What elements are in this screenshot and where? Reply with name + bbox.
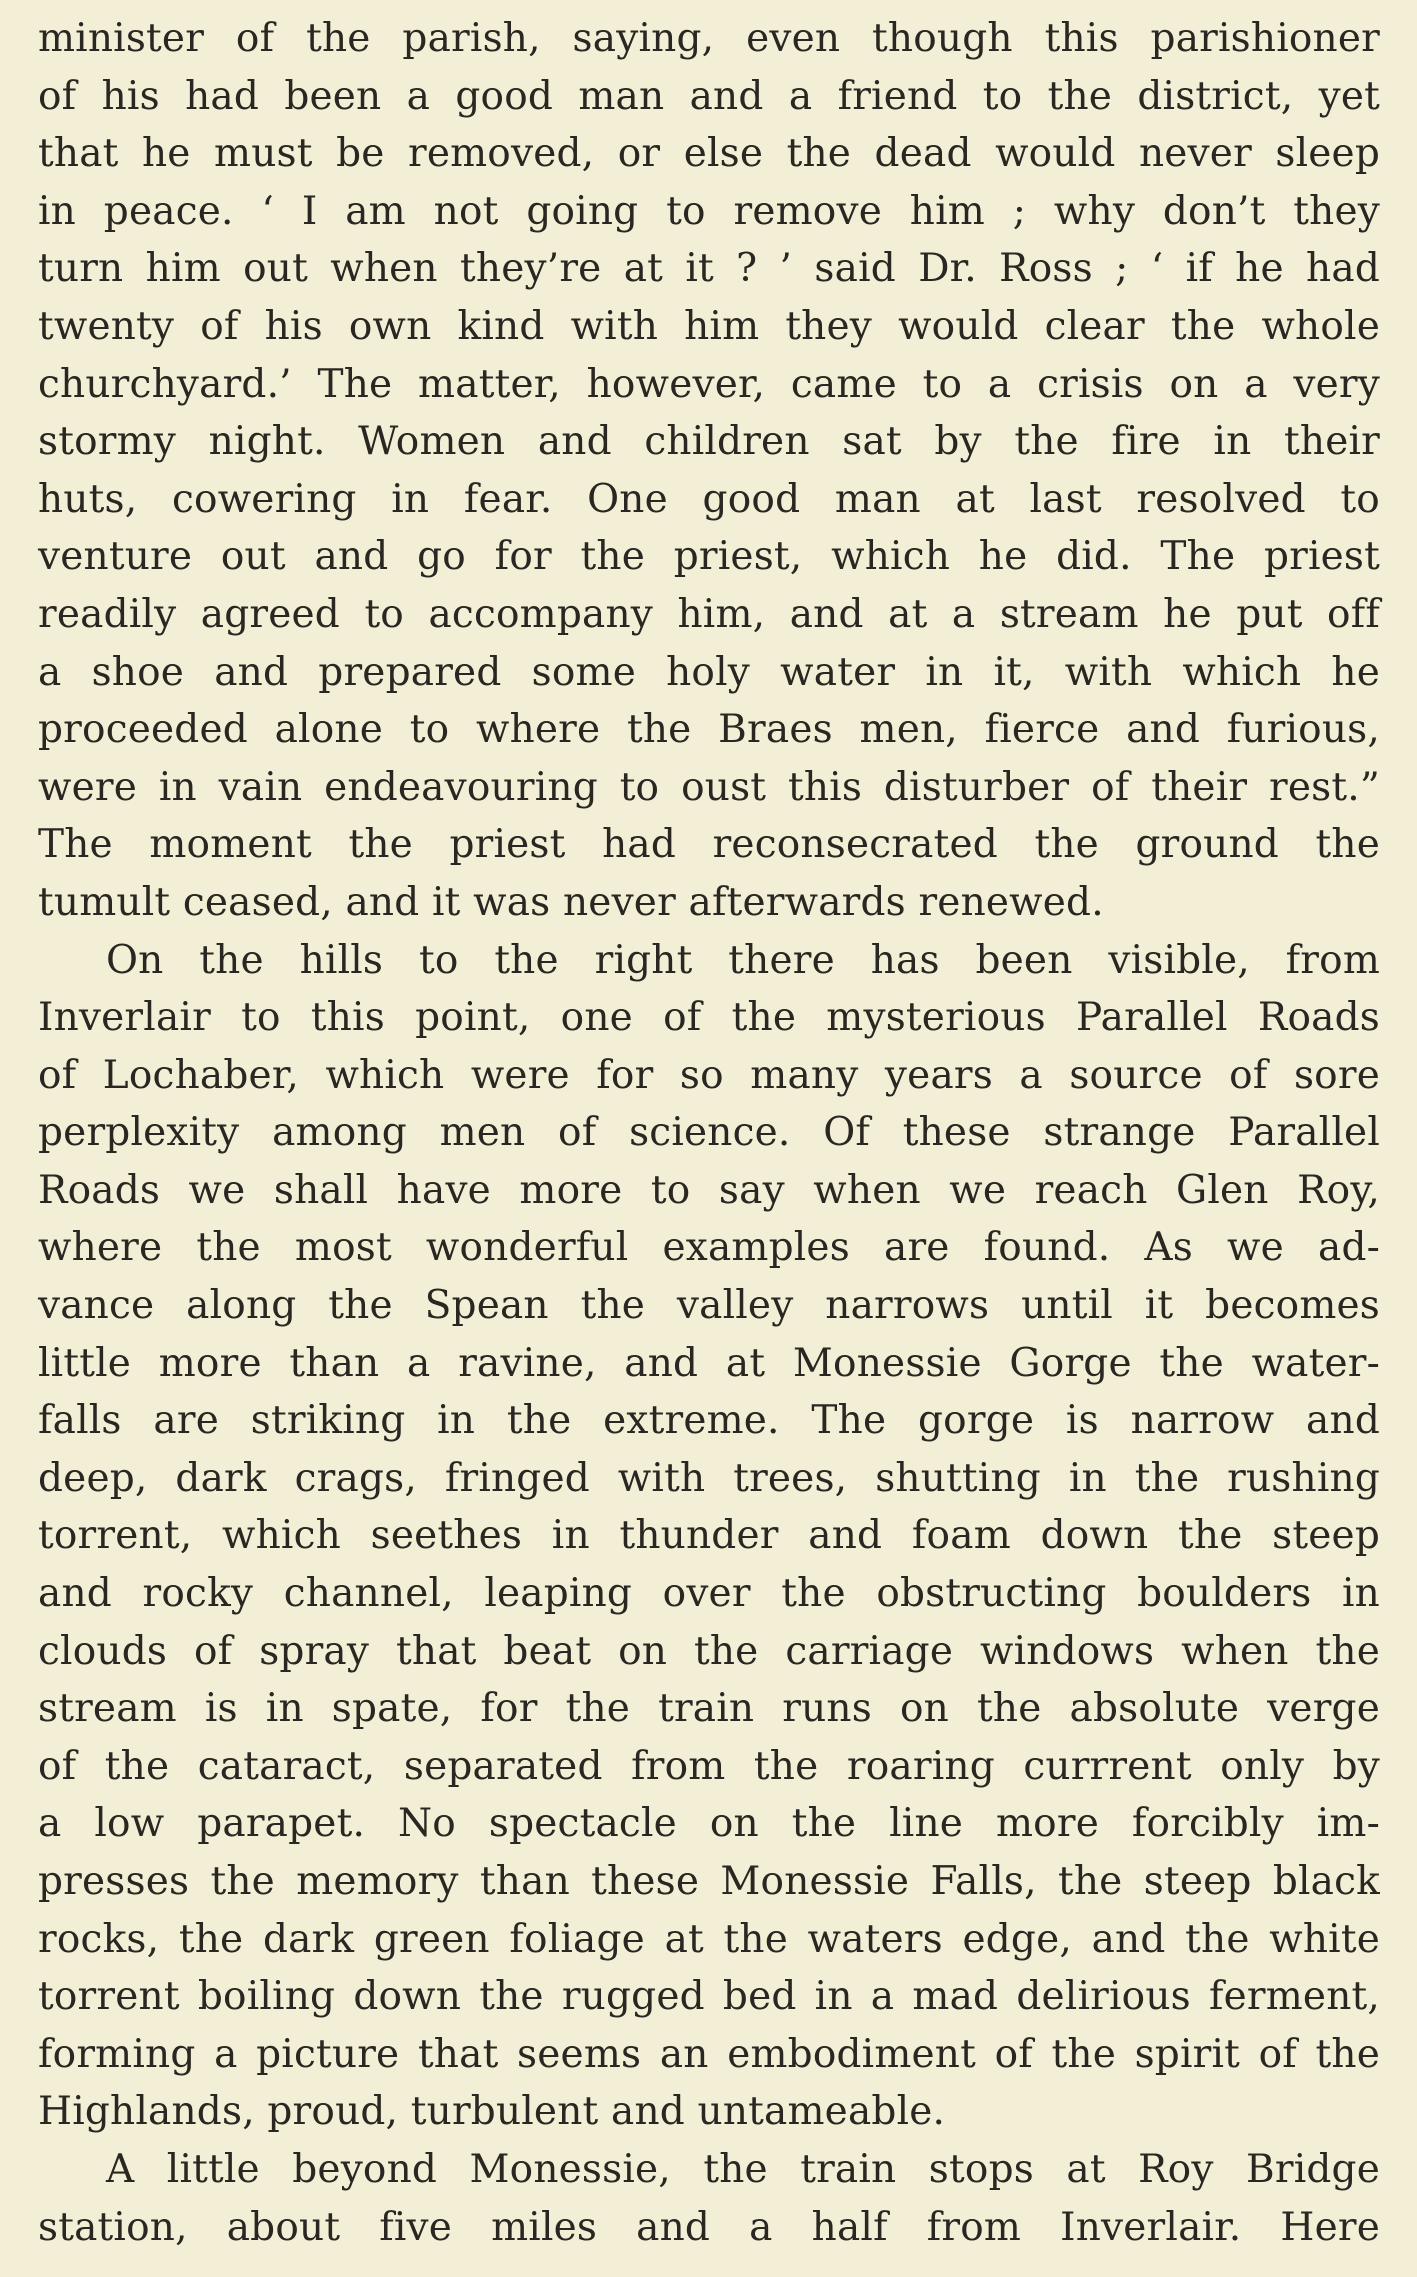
text-line: of Lochaber, which were for so many years a source of sore	[38, 1052, 1380, 1098]
text-line: and rocky channel, leaping over the obstructing boulders in	[38, 1571, 1380, 1617]
text-line: vance along the Spean the valley narrows until it becomes	[38, 1283, 1380, 1329]
text-line: stream is in spate, for the train runs on the absolute verge	[38, 1686, 1380, 1732]
text-line: a shoe and prepared some holy water in it, with which he	[38, 649, 1380, 695]
text-line: station, about five miles and a half from Inverlair. Here	[38, 2204, 1380, 2250]
text-line: perplexity among men of science. Of these strange Parallel	[38, 1110, 1380, 1156]
paragraph-first-line: A little beyond Monessie, the train stops at Roy Bridge	[106, 2146, 1380, 2192]
text-line: forming a picture that seems an embodiment of the spirit of the	[38, 2031, 1380, 2077]
text-line: were in vain endeavouring to oust this disturber of their rest.”	[38, 764, 1380, 810]
text-line: The moment the priest had reconsecrated the ground the	[38, 822, 1380, 868]
text-line: venture out and go for the priest, which he did. The priest	[38, 534, 1380, 580]
text-line: Inverlair to this point, one of the mysterious Parallel Roads	[38, 995, 1380, 1041]
text-line: where the most wonderful examples are found. As we ad-	[38, 1225, 1380, 1271]
text-line: readily agreed to accompany him, and at a stream he put off	[38, 591, 1380, 637]
text-line: tumult ceased, and it was never afterwards renewed.	[38, 879, 1104, 925]
text-line: stormy night. Women and children sat by the fire in their	[38, 419, 1380, 465]
text-line: falls are striking in the extreme. The gorge is narrow and	[38, 1398, 1380, 1444]
text-line: Highlands, proud, turbulent and untameable.	[38, 2089, 946, 2135]
text-line: twenty of his own kind with him they would clear the whole	[38, 303, 1380, 349]
text-line: proceeded alone to where the Braes men, fierce and furious,	[38, 707, 1380, 753]
text-line: presses the memory than these Monessie Falls, the steep black	[38, 1859, 1380, 1904]
text-line: a low parapet. No spectacle on the line more forcibly im-	[38, 1801, 1380, 1847]
text-line: huts, cowering in fear. One good man at last resolved to	[38, 476, 1380, 522]
text-line: in peace. ‘ I am not going to remove him ; why don’t they	[38, 188, 1380, 234]
text-line: deep, dark crags, fringed with trees, shutting in the rushing	[38, 1455, 1380, 1501]
body-text	[38, 10, 1380, 2256]
text-line: Roads we shall have more to say when we reach Glen Roy,	[38, 1167, 1380, 1213]
text-line: clouds of spray that beat on the carriage windows when the	[38, 1628, 1380, 1674]
text-line: that he must be removed, or else the dead would never sleep	[38, 131, 1380, 177]
text-line: of the cataract, separated from the roaring currrent only by	[38, 1743, 1380, 1789]
text-line: torrent boiling down the rugged bed in a mad delirious ferment,	[38, 1974, 1380, 2020]
paragraph-first-line: On the hills to the right there has been visible, from	[106, 937, 1380, 983]
text-line: minister of the parish, saying, even though this parishioner	[38, 16, 1380, 61]
text-line: little more than a ravine, and at Monessie Gorge the water-	[38, 1340, 1380, 1386]
text-line: torrent, which seethes in thunder and foam down the steep	[38, 1513, 1380, 1559]
text-line: of his had been a good man and a friend to the district, yet	[38, 73, 1380, 119]
text-line: rocks, the dark green foliage at the waters edge, and the white	[38, 1916, 1380, 1962]
text-line: turn him out when they’re at it ? ’ said Dr. Ross ; ‘ if he had	[38, 246, 1380, 292]
text-line: churchyard.’ The matter, however, came to a crisis on a very	[38, 361, 1380, 407]
